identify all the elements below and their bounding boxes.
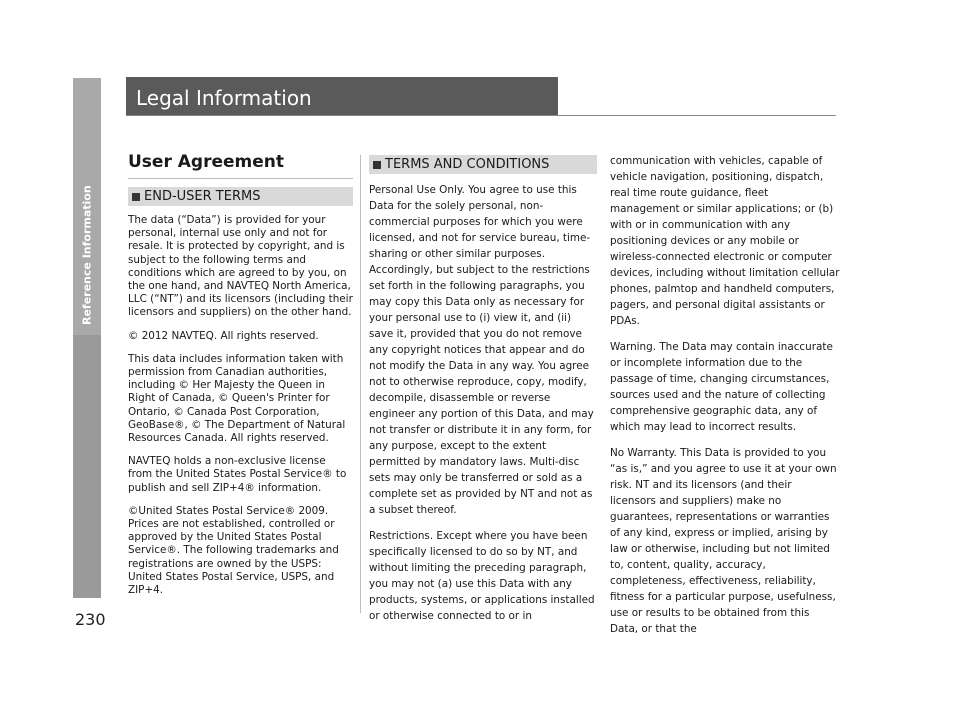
paragraph: © 2012 NAVTEQ. All rights reserved. [128,329,319,342]
subheading-terms-and-conditions [369,155,597,174]
side-section-label: Reference Information [80,185,94,325]
paragraph: The data (“Data”) is provided for your personal, internal use only and not for resale. It is protected by copyright, and is subject to the following terms and conditions which are agreed to by you, on the one hand, and NAVTEQ North America, LLC (“NT”) and its licensors (including their licensors and suppliers) on the other hand. [128,214,353,319]
paragraph: This data includes information taken with permission from Canadian authorities, including © Her Majesty the Queen in Right of Canada, © Queen's Printer for Ontario, © Canada Post Corporation, GeoBase®, © The Department of Natural Resources Canada. All rights reserved. [128,352,346,445]
subheading-end-user-terms [128,187,353,206]
paragraph: No Warranty. This Data is provided to you “as is,” and you agree to use it at your own risk. NT and its licensors (and their licensors and suppliers) make no guarantees, representations or warranties of any kind, express or implied, arising by law or otherwise, including but not limited to, content, quality, accuracy, completeness, effectiveness, reliability, fitness for a particular purpose, usefulness, use or results to be obtained from this Data, or that the [610,447,837,635]
subheading-label: TERMS AND CONDITIONS [385,157,550,172]
paragraph: Restrictions. Except where you have been specifically licensed to do so by NT, and without limiting the preceding paragraph, you may not (a) use this Data with any products, systems, or applications installed or otherwise connected to or in [369,530,595,622]
paragraph: NAVTEQ holds a non-exclusive license from the United States Postal Service® to publish and sell ZIP+4® information. [128,455,347,494]
paragraph: Warning. The Data may contain inaccurate or incomplete information due to the passage of time, changing circumstances, sources used and the nature of collecting comprehensive geographic data, any of which may lead to incorrect results. [610,341,833,433]
page-title: Legal Information [136,86,312,110]
column-1 [128,152,353,607]
paragraph: ©United States Postal Service® 2009. Prices are not established, controlled or approved by the United States Postal Service®. The following trademarks and registrations are owned by the USPS: United States Postal Service, USPS, and ZIP+4. [128,504,339,597]
side-tab-section-marker [73,335,101,598]
section-heading: User Agreement [128,152,353,179]
paragraph: Personal Use Only. You agree to use this Data for the solely personal, non-commercial purposes for which you were licensed, and not for service bureau, time-sharing or other similar purposes. Accordingly, but subject to the restrictions set forth in the following paragraphs, you may copy this Data only as necessary for your personal use to (i) view it, and (ii) save it, provided that you do not remove any copyright notices that appear and do not modify the Data in any way. You agree not to otherwise reproduce, copy, modify, decompile, disassemble or reverse engineer any portion of this Data, and may not transfer or distribute it in any form, for any purpose, except to the extent permitted by mandatory laws. Multi-disc sets may only be transferred or sold as a complete set as provided by NT and not as a subset thereof. [369,184,594,516]
title-underline [126,115,836,116]
square-bullet-icon [132,193,140,201]
column-divider [360,155,361,613]
page-number: 230 [75,610,106,629]
column-2 [369,155,597,634]
square-bullet-icon [373,161,381,169]
column-3 [610,153,840,647]
paragraph: communication with vehicles, capable of vehicle navigation, positioning, dispatch, real time route guidance, fleet management or similar applications; or (b) with or in communication with any positioning devices or any mobile or wireless-connected electronic or computer devices, including without limitation cellular phones, palmtop and handheld computers, pagers, and personal digital assistants or PDAs. [610,155,840,327]
subheading-label: END-USER TERMS [144,189,261,204]
